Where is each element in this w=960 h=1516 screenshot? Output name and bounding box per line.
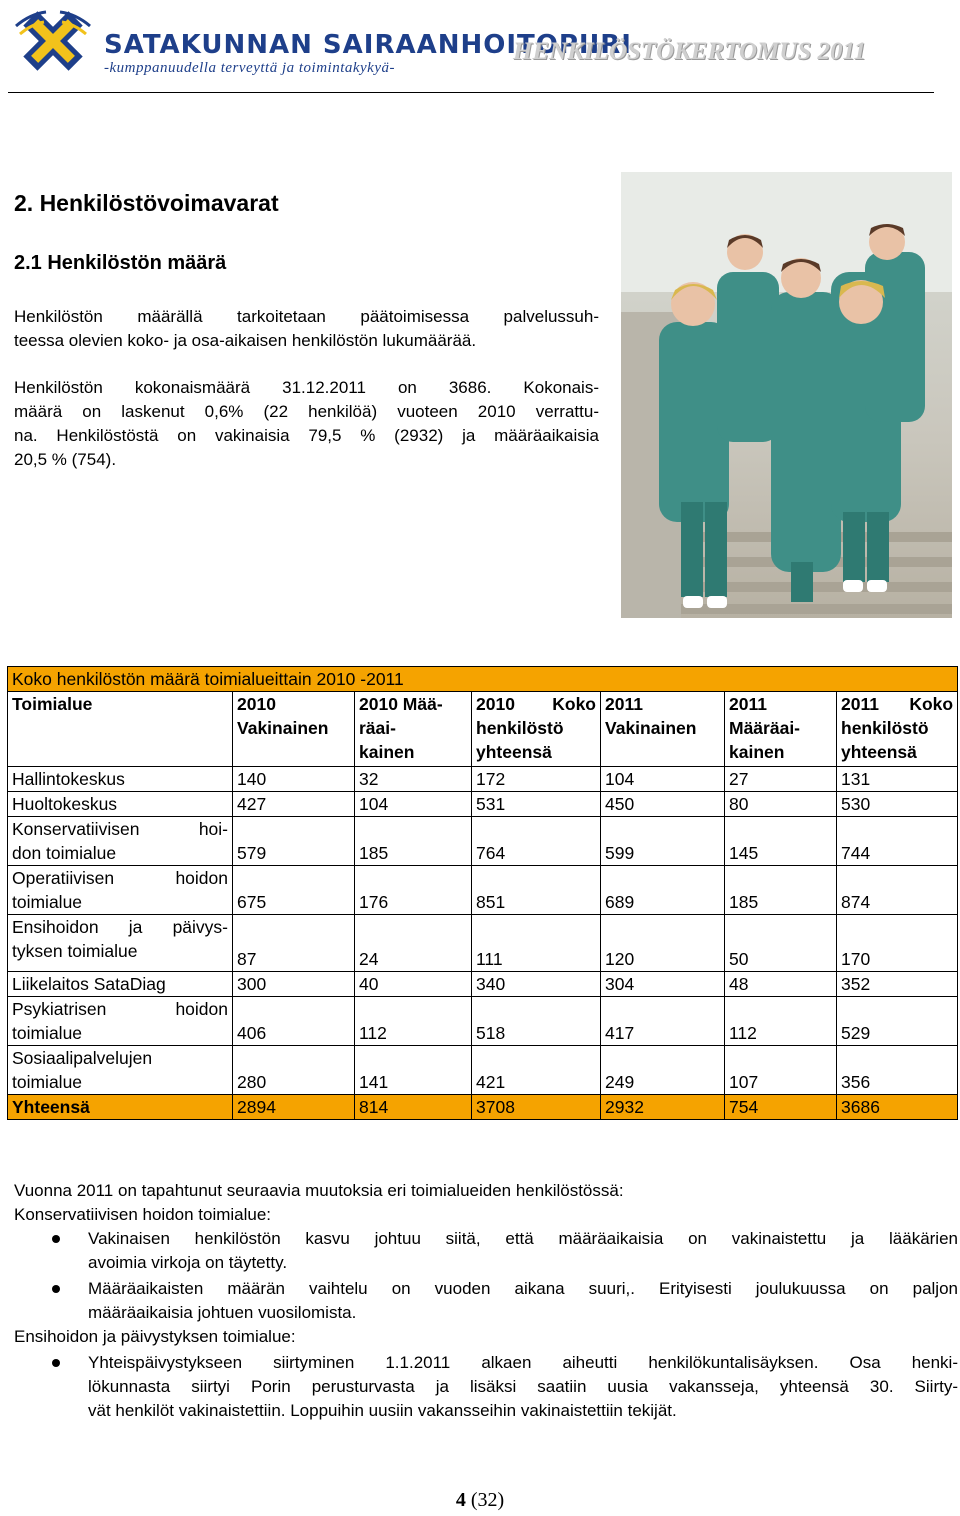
table-cell: 689 [601, 866, 725, 915]
section-heading: 2. Henkilöstövoimavarat [14, 190, 279, 216]
table-cell: 40 [355, 972, 472, 997]
table-cell: 140 [233, 767, 355, 792]
header-text: 2010 [237, 694, 276, 714]
header-text: yhteensä [841, 742, 917, 762]
row-label: Huoltokeskus [8, 792, 233, 817]
table-cell: 112 [725, 997, 837, 1046]
row-label-line: Psykiatrisen hoidon [12, 999, 228, 1019]
table-cell: 352 [837, 972, 958, 997]
table-cell: 249 [601, 1046, 725, 1095]
table-row [8, 792, 958, 817]
table-cell: 104 [601, 767, 725, 792]
row-label-line: don toimialue [12, 843, 117, 863]
paragraph-line: Henkilöstön kokonaismäärä 31.12.2011 on 3686. Kokonais- [14, 378, 599, 397]
header-text: Vakinainen [605, 718, 697, 738]
bullet-icon [52, 1235, 60, 1243]
table-cell: 80 [725, 792, 837, 817]
header-text: Toimialue [12, 694, 93, 714]
ssp-cross-logo-icon [10, 6, 96, 76]
header-text: Määräai- [729, 718, 801, 738]
bullet-line: määräaikaisia johtuen vuosilomista. [88, 1303, 357, 1322]
header-text: 2011 [729, 694, 767, 714]
table-cell: 111 [472, 915, 601, 972]
header-text: 2011 [605, 694, 643, 714]
header-text: Vakinainen [237, 718, 329, 738]
column-header-2010-koko [472, 692, 601, 767]
header-text: henkilöstö [476, 718, 564, 738]
table-cell: 112 [355, 997, 472, 1046]
row-label-line: Konservatiivisen hoi- [12, 819, 228, 839]
table-header-row [8, 692, 958, 767]
subsection-heading: 2.1 Henkilöstön määrä [14, 252, 227, 274]
column-header-2010-vakinainen [233, 692, 355, 767]
table-cell: 131 [837, 767, 958, 792]
table-cell: 27 [725, 767, 837, 792]
row-label: Hallintokeskus [8, 767, 233, 792]
row-label [8, 1046, 233, 1095]
bullet-line: avoimia virkoja on täytetty. [88, 1253, 288, 1272]
bullet-line: vät henkilöt vakinaistettiin. Loppuihin uusiin vakansseihin vakinaistettiin tekijät. [88, 1401, 677, 1420]
table-cell: 874 [837, 866, 958, 915]
table-cell: 531 [472, 792, 601, 817]
table-cell: 185 [725, 866, 837, 915]
total-label: Yhteensä [8, 1095, 233, 1120]
row-label-line: toimialue [12, 1023, 83, 1043]
row-label [8, 866, 233, 915]
table-cell: 356 [837, 1046, 958, 1095]
total-cell: 754 [725, 1095, 837, 1120]
bullet-line: lökunnasta siirtyi Porin perusturvasta ja lisäksi saatiin uusia vakansseja, yhteensä 30. Siirty- [88, 1377, 958, 1396]
table-cell: 530 [837, 792, 958, 817]
header-text: 2011 Koko [841, 694, 954, 714]
table-title-row [8, 667, 958, 692]
page-number [0, 1489, 960, 1512]
table-cell: 24 [355, 915, 472, 972]
changes-intro: Vuonna 2011 on tapahtunut seuraavia muutoksia eri toimialueiden henkilöstössä: [14, 1181, 624, 1200]
table-row [8, 997, 958, 1046]
row-label-line: Ensihoidon ja päivys- [12, 917, 228, 937]
bullet-icon [52, 1285, 60, 1293]
table-total-row [8, 1095, 958, 1120]
table-cell: 104 [355, 792, 472, 817]
total-cell: 3708 [472, 1095, 601, 1120]
paragraph-line: teessa olevien koko- ja osa-aikaisen henkilöstön lukumäärää. [14, 331, 477, 350]
table-cell: 340 [472, 972, 601, 997]
row-label-line: Sosiaalipalvelujen [12, 1048, 153, 1068]
row-label [8, 997, 233, 1046]
table-cell: 145 [725, 817, 837, 866]
table-cell: 450 [601, 792, 725, 817]
table-cell: 172 [472, 767, 601, 792]
table-cell: 529 [837, 997, 958, 1046]
bullet-item [88, 1227, 958, 1275]
bullet-item [88, 1351, 958, 1423]
table-cell: 427 [233, 792, 355, 817]
header-text: kainen [729, 742, 785, 762]
organization-tagline: -kumppanuudella terveyttä ja toimintakykyä- [104, 60, 395, 76]
table-cell: 48 [725, 972, 837, 997]
table-cell: 120 [601, 915, 725, 972]
bullet-item [88, 1277, 958, 1325]
header-text: räai- [359, 718, 396, 738]
page-current: 4 [455, 1489, 466, 1511]
table-row [8, 817, 958, 866]
table-cell: 170 [837, 915, 958, 972]
page-total: (32) [470, 1489, 505, 1511]
column-header-2011-maaraaikainen [725, 692, 837, 767]
table-cell: 32 [355, 767, 472, 792]
row-label [8, 817, 233, 866]
row-label-line: toimialue [12, 892, 83, 912]
bullet-line: Vakinaisen henkilöstön kasvu johtuu siitä, että määräaikaisia on vakinaistettu ja lääkärien [88, 1229, 958, 1248]
organization-name: SATAKUNNAN SAIRAANHOITOPIIRI [104, 30, 632, 60]
header-text: yhteensä [476, 742, 552, 762]
table-cell: 304 [601, 972, 725, 997]
header-text: henkilöstö [841, 718, 929, 738]
paragraph-definition [14, 305, 599, 353]
table-row [8, 972, 958, 997]
paragraph-line: Henkilöstön määrällä tarkoitetaan päätoimisessa palvelussuh- [14, 307, 599, 326]
total-cell: 814 [355, 1095, 472, 1120]
row-label: Liikelaitos SataDiag [8, 972, 233, 997]
table-cell: 417 [601, 997, 725, 1046]
conservative-care-heading: Konservatiivisen hoidon toimialue: [14, 1205, 272, 1224]
row-label-line: tyksen toimialue [12, 941, 138, 961]
table-cell: 50 [725, 915, 837, 972]
table-cell: 675 [233, 866, 355, 915]
bullet-line: Määräaikaisten määrän vaihtelu on vuoden aikana suuri,. Erityisesti joulukuussa on paljon [88, 1279, 958, 1298]
column-header-2010-maaraaikainen [355, 692, 472, 767]
table-cell: 744 [837, 817, 958, 866]
report-title: HENKILÖSTÖKERTOMUS 2011 [513, 38, 867, 65]
table-row [8, 1046, 958, 1095]
table-cell: 300 [233, 972, 355, 997]
table-cell: 176 [355, 866, 472, 915]
table-cell: 421 [472, 1046, 601, 1095]
column-header-2011-vakinainen [601, 692, 725, 767]
row-label [8, 915, 233, 972]
total-cell: 2894 [233, 1095, 355, 1120]
paragraph-total-count [14, 376, 599, 472]
table-cell: 599 [601, 817, 725, 866]
table-title: Koko henkilöstön määrä toimialueittain 2010 -2011 [8, 667, 958, 692]
paragraph-line: määrä on laskenut 0,6% (22 henkilöä) vuoteen 2010 verrattu- [14, 402, 599, 421]
header-text: kainen [359, 742, 415, 762]
table-cell: 107 [725, 1046, 837, 1095]
table-row [8, 767, 958, 792]
table-cell: 406 [233, 997, 355, 1046]
total-cell: 2932 [601, 1095, 725, 1120]
table-row [8, 915, 958, 972]
bullet-line: Yhteispäivystykseen siirtyminen 1.1.2011 alkaen aiheutti henkilökuntalisäyksen. Osa henki- [88, 1353, 958, 1372]
paragraph-line: na. Henkilöstöstä on vakinaisia 79,5 % (2932) ja määräaikaisia [14, 426, 599, 445]
paragraph-line: 20,5 % (754). [14, 450, 117, 469]
table-cell: 518 [472, 997, 601, 1046]
header-text: 2010 Mää- [359, 694, 443, 714]
staff-count-table [7, 666, 958, 1120]
table-cell: 185 [355, 817, 472, 866]
table-cell: 579 [233, 817, 355, 866]
bullet-icon [52, 1359, 60, 1367]
column-header-toimialue [8, 692, 233, 767]
total-cell: 3686 [837, 1095, 958, 1120]
header-divider [8, 92, 934, 93]
table-cell: 764 [472, 817, 601, 866]
row-label-line: Operatiivisen hoidon [12, 868, 228, 888]
staff-group-photo [621, 172, 952, 618]
emergency-care-heading: Ensihoidon ja päivystyksen toimialue: [14, 1327, 296, 1346]
table-cell: 280 [233, 1046, 355, 1095]
table-cell: 87 [233, 915, 355, 972]
table-cell: 851 [472, 866, 601, 915]
row-label-line: toimialue [12, 1072, 83, 1092]
table-cell: 141 [355, 1046, 472, 1095]
column-header-2011-koko [837, 692, 958, 767]
table-row [8, 866, 958, 915]
header-text: 2010 Koko [476, 694, 596, 714]
